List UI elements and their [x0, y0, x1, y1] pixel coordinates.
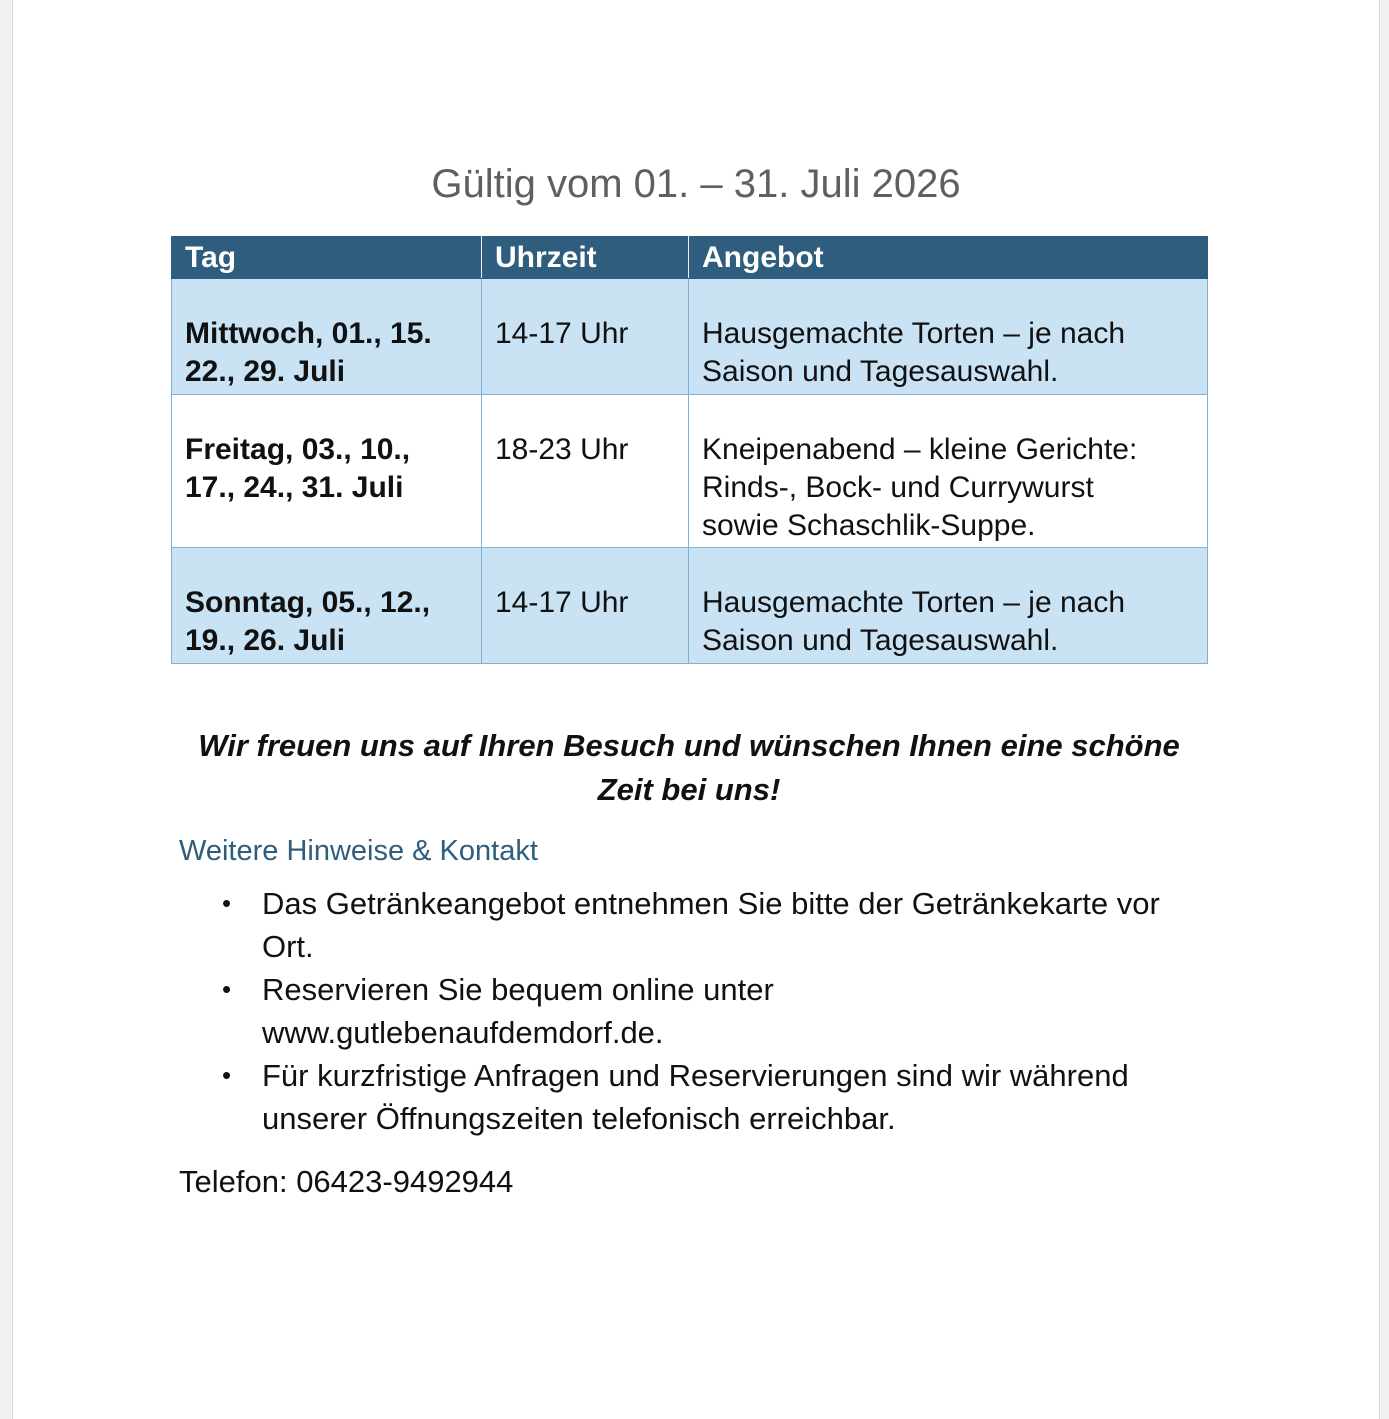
offer-text-line: Kneipenabend – kleine Gerichte:: [702, 433, 1138, 466]
table-row: [172, 548, 1208, 664]
time-text: 14-17 Uhr: [495, 317, 629, 350]
website-link[interactable]: www.gutlebenaufdemdorf.de.: [262, 1015, 664, 1050]
list-item-line: unserer Öffnungszeiten telefonisch erreichbar.: [262, 1101, 896, 1136]
table-header-row: [172, 237, 1208, 279]
day-text-line: Mittwoch, 01., 15.: [185, 317, 432, 350]
greeting-line: Wir freuen uns auf Ihren Besuch und wünschen Ihnen eine schöne: [198, 728, 1180, 763]
day-cell: [172, 548, 482, 664]
notes-list: [179, 882, 1219, 1140]
time-cell: [482, 279, 689, 395]
list-item: [179, 882, 1219, 968]
time-cell: [482, 395, 689, 548]
day-text-line: 19., 26. Juli: [185, 624, 346, 657]
bullet-icon: •: [222, 888, 232, 918]
document-page: [13, 0, 1379, 1419]
time-cell: [482, 548, 689, 664]
offer-cell: [689, 395, 1208, 548]
column-header-day: Tag: [172, 237, 482, 279]
list-item-line: Ort.: [262, 929, 314, 964]
bullet-icon: •: [222, 1060, 232, 1090]
offer-text-line: Saison und Tagesauswahl.: [702, 624, 1059, 657]
offer-text-line: Saison und Tagesauswahl.: [702, 355, 1059, 388]
schedule-table: [171, 236, 1208, 664]
day-cell: [172, 395, 482, 548]
day-text-line: Freitag, 03., 10.,: [185, 433, 411, 466]
list-item-line: Für kurzfristige Anfragen und Reservierungen sind wir während: [262, 1058, 1129, 1093]
bullet-icon: •: [222, 974, 232, 1004]
offer-cell: [689, 279, 1208, 395]
list-item-line: Reservieren Sie bequem online unter: [262, 972, 774, 1007]
day-text-line: 17., 24., 31. Juli: [185, 471, 404, 504]
phone-number: Telefon: 06423-9492944: [179, 1164, 514, 1199]
offer-text-line: sowie Schaschlik-Suppe.: [702, 509, 1036, 542]
time-text: 18-23 Uhr: [495, 433, 629, 466]
notes-heading: Weitere Hinweise & Kontakt: [179, 835, 538, 867]
offer-text-line: Hausgemachte Torten – je nach: [702, 317, 1126, 350]
day-text-line: Sonntag, 05., 12.,: [185, 586, 431, 619]
page-title: Gültig vom 01. – 31. Juli 2026: [431, 162, 961, 206]
offer-text-line: Rinds-, Bock- und Currywurst: [702, 471, 1094, 504]
offer-cell: [689, 548, 1208, 664]
offer-text-line: Hausgemachte Torten – je nach: [702, 586, 1126, 619]
time-text: 14-17 Uhr: [495, 586, 629, 619]
list-item: [179, 968, 1219, 1054]
list-item: [179, 1054, 1219, 1140]
table-row: [172, 279, 1208, 395]
greeting-text: [171, 724, 1207, 812]
greeting-line: Zeit bei uns!: [597, 772, 781, 807]
table-row: [172, 395, 1208, 548]
day-text-line: 22., 29. Juli: [185, 355, 346, 388]
list-item-line: Das Getränkeangebot entnehmen Sie bitte der Getränkekarte vor: [262, 886, 1160, 921]
day-cell: [172, 279, 482, 395]
column-header-time: Uhrzeit: [482, 237, 689, 279]
column-header-offer: Angebot: [689, 237, 1208, 279]
